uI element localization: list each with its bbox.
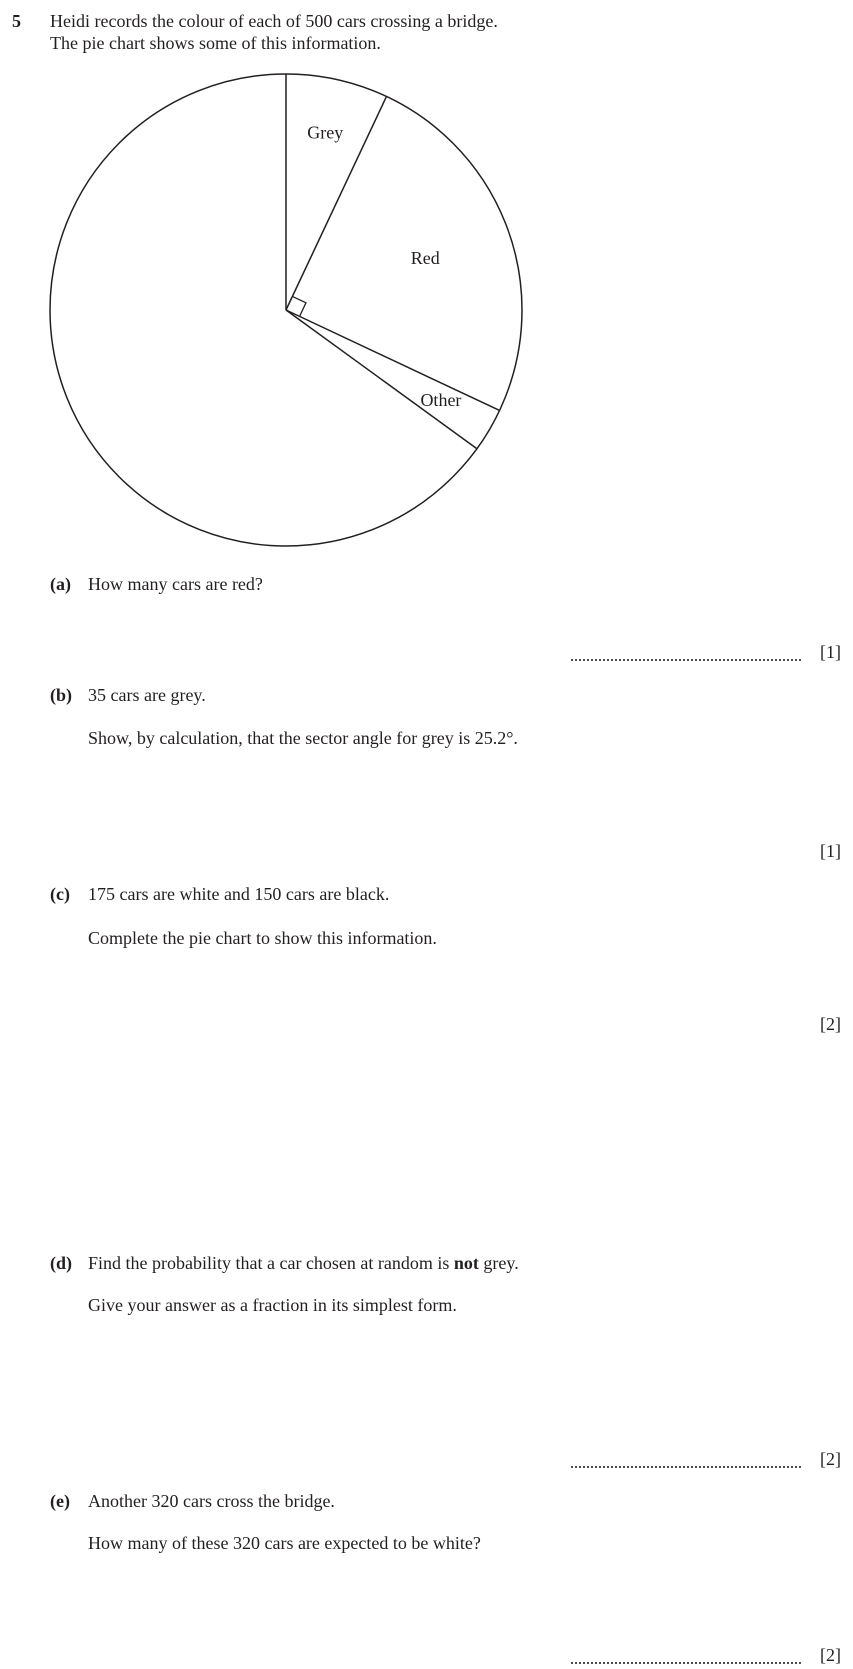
part-c-marks: [2] [820,1014,841,1034]
part-b-label: (b) [50,685,72,705]
part-c-statement: 175 cars are white and 150 cars are black. [88,884,390,904]
part-b-instruction: Show, by calculation, that the sector angle for grey is 25.2°. [88,728,518,748]
part-b-statement: 35 cars are grey. [88,685,206,705]
part-d-question-start: Find the probability that a car chosen at random is [88,1253,454,1273]
part-d-marks: [2] [820,1449,841,1469]
part-a-answer-field[interactable] [570,640,802,662]
part-e-label: (e) [50,1491,70,1511]
question-number: 5 [12,11,21,31]
pie-radius-4 [286,310,477,449]
question-intro-line-2: The pie chart shows some of this information. [50,33,381,53]
part-d-label: (d) [50,1253,72,1273]
part-d-emphasis-not: not [453,1253,479,1273]
part-d-question [88,1252,519,1274]
part-a-question: How many cars are red? [88,574,263,594]
part-e-question: How many of these 320 cars are expected to be white? [88,1533,481,1553]
pie-label-grey: Grey [307,122,344,143]
part-c-label: (c) [50,884,70,904]
pie-chart [0,0,853,560]
part-e-statement: Another 320 cars cross the bridge. [88,1491,335,1511]
part-a-marks: [1] [820,642,841,662]
part-c-instruction: Complete the pie chart to show this information. [88,928,437,948]
part-b-marks: [1] [820,841,841,861]
pie-label-other: Other [420,389,462,410]
part-e-marks: [2] [820,1645,841,1665]
part-e-answer-field[interactable] [570,1643,802,1665]
pie-label-red: Red [410,247,440,268]
part-d-answer-field[interactable] [570,1447,802,1469]
part-a-label: (a) [50,574,71,594]
part-d-instruction: Give your answer as a fraction in its simplest form. [88,1295,457,1315]
pie-radius-3 [286,310,500,410]
part-d-question-end: grey. [478,1253,519,1273]
question-intro-line-1: Heidi records the colour of each of 500 cars crossing a bridge. [50,11,498,31]
